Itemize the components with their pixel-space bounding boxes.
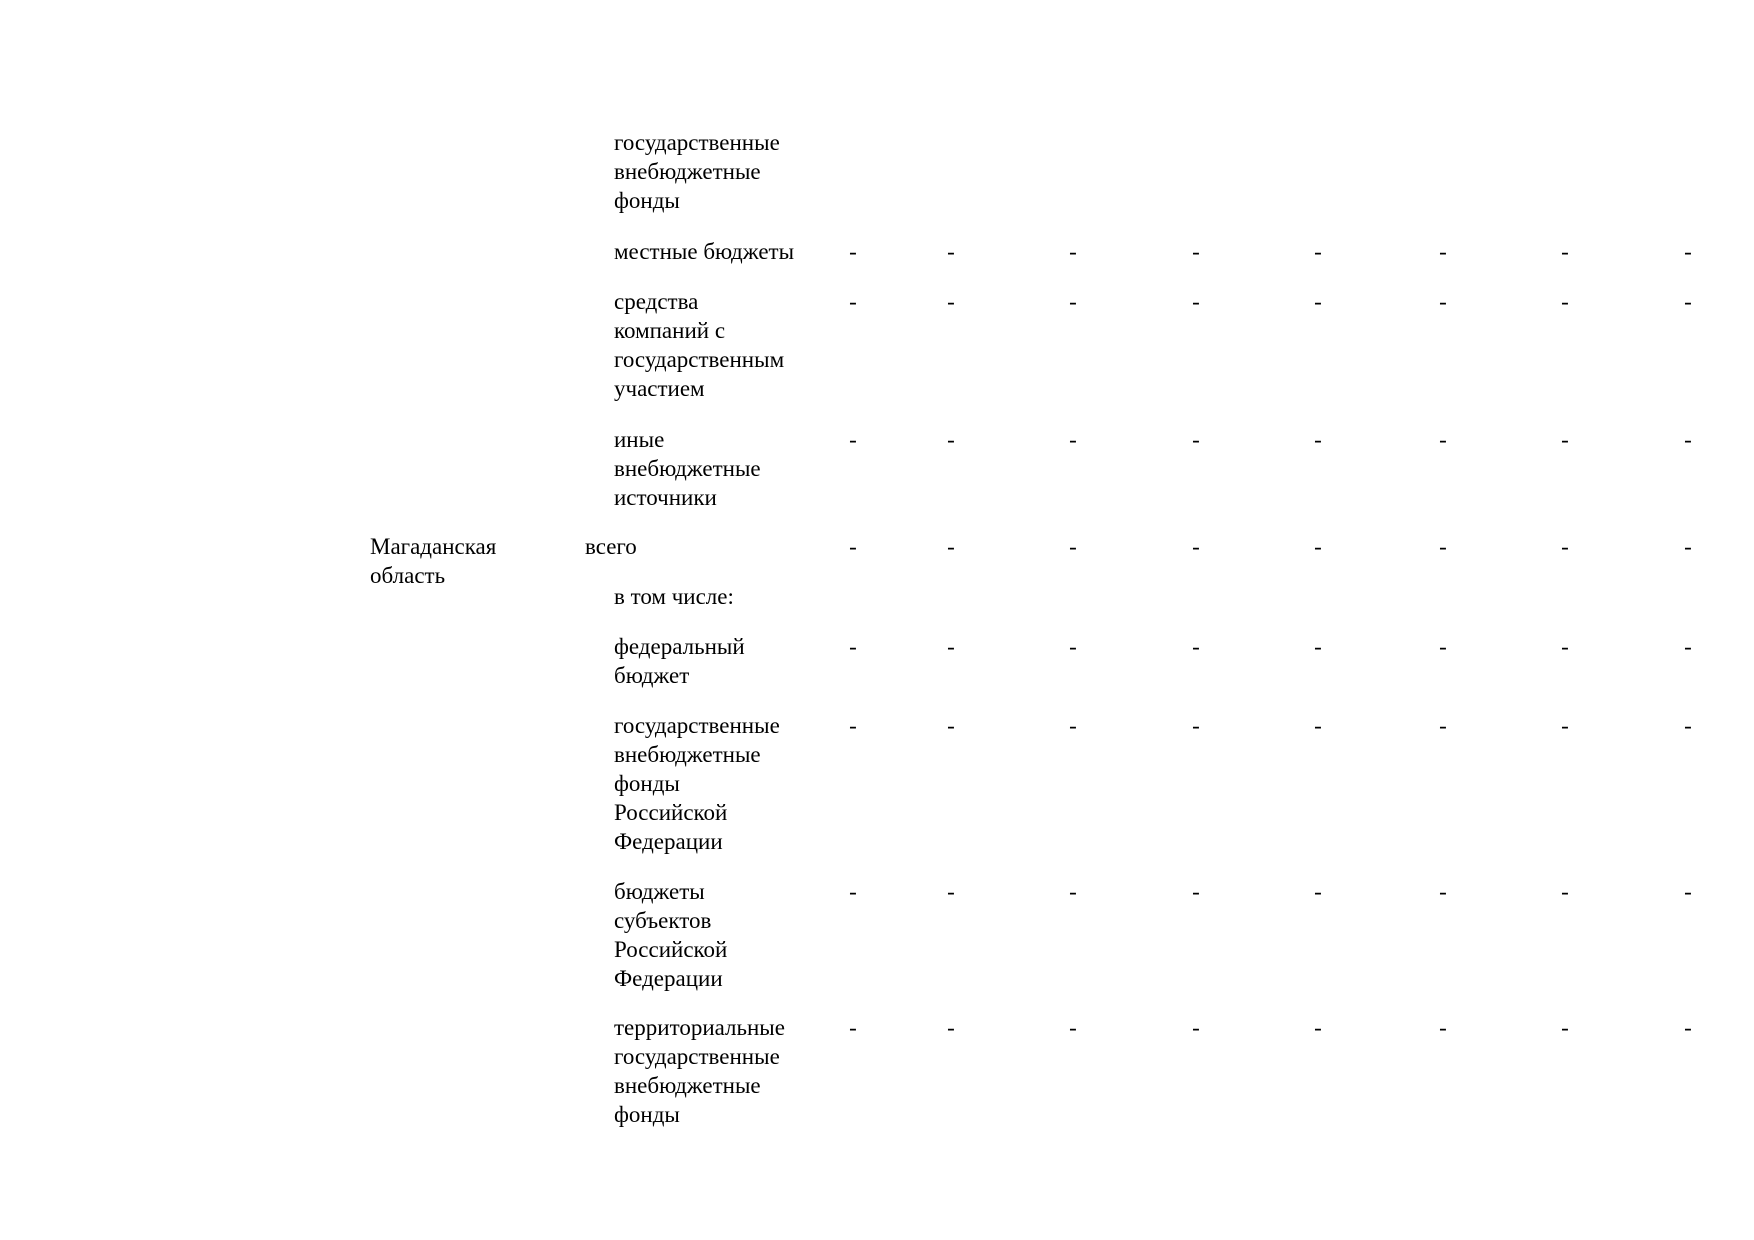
value-cell: -: [1192, 1015, 1200, 1040]
value-cell: -: [1684, 534, 1692, 559]
label-line: внебюджетные: [614, 1073, 761, 1098]
value-cell: -: [1314, 1015, 1322, 1040]
label-line: иные: [614, 427, 665, 452]
value-cell: -: [947, 879, 955, 904]
label-line: субъектов: [614, 908, 712, 933]
label-line: государственные: [614, 713, 780, 738]
value-cell: -: [849, 427, 857, 452]
value-cell: -: [1561, 713, 1569, 738]
value-cell: -: [1192, 239, 1200, 264]
value-cell: -: [1069, 713, 1077, 738]
value-cell: -: [1684, 427, 1692, 452]
value-cell: -: [947, 239, 955, 264]
label-line: Магаданская: [370, 534, 497, 559]
value-cell: -: [1069, 239, 1077, 264]
value-cell: -: [1192, 634, 1200, 659]
value-cell: -: [947, 634, 955, 659]
row-label: [614, 128, 780, 215]
value-cell: -: [1069, 634, 1077, 659]
value-cell: -: [1684, 239, 1692, 264]
label-line: средства: [614, 289, 699, 314]
value-cell: -: [1561, 289, 1569, 314]
row-label: [614, 1013, 785, 1129]
label-line: фонды: [614, 771, 680, 796]
value-cell: -: [947, 534, 955, 559]
value-cell: -: [1561, 427, 1569, 452]
value-cell: -: [1069, 534, 1077, 559]
value-cell: -: [1314, 427, 1322, 452]
row-label: [614, 237, 794, 266]
value-cell: -: [1439, 879, 1447, 904]
value-cell: -: [849, 879, 857, 904]
label-line: участием: [614, 376, 705, 401]
value-cell: -: [1069, 427, 1077, 452]
label-line: Российской: [614, 800, 728, 825]
value-cell: -: [1192, 289, 1200, 314]
value-cell: -: [849, 1015, 857, 1040]
label-line: бюджеты: [614, 879, 705, 904]
value-cell: -: [947, 1015, 955, 1040]
region-name: [370, 532, 496, 590]
row-label: [614, 711, 780, 856]
value-cell: -: [1561, 879, 1569, 904]
value-cell: -: [1684, 289, 1692, 314]
value-cell: -: [1314, 239, 1322, 264]
label-line: Федерации: [614, 966, 723, 991]
row-label: [614, 425, 761, 512]
label-line: государственные: [614, 1044, 780, 1069]
value-cell: -: [1192, 879, 1200, 904]
label-line: источники: [614, 485, 717, 510]
value-cell: -: [1314, 879, 1322, 904]
label-line: внебюджетные: [614, 159, 761, 184]
value-cell: -: [1439, 239, 1447, 264]
value-cell: -: [1684, 1015, 1692, 1040]
value-cell: -: [849, 634, 857, 659]
value-cell: -: [1561, 239, 1569, 264]
label-line: внебюджетные: [614, 742, 761, 767]
value-cell: -: [1439, 634, 1447, 659]
row-label: [614, 632, 745, 690]
label-line: государственные: [614, 130, 780, 155]
value-cell: -: [1192, 713, 1200, 738]
value-cell: -: [1314, 534, 1322, 559]
value-cell: -: [1192, 427, 1200, 452]
value-cell: -: [1069, 1015, 1077, 1040]
label-line: компаний с: [614, 318, 726, 343]
label-line: территориальные: [614, 1015, 785, 1040]
label-line: фонды: [614, 1102, 680, 1127]
value-cell: -: [849, 289, 857, 314]
value-cell: -: [1314, 713, 1322, 738]
value-cell: -: [1561, 534, 1569, 559]
value-cell: -: [1069, 879, 1077, 904]
value-cell: -: [1439, 534, 1447, 559]
value-cell: -: [849, 713, 857, 738]
label-line: местные бюджеты: [614, 239, 795, 264]
value-cell: -: [947, 713, 955, 738]
label-line: Федерации: [614, 829, 723, 854]
label-line: федеральный: [614, 634, 745, 659]
value-cell: -: [1561, 1015, 1569, 1040]
label-line: бюджет: [614, 663, 690, 688]
value-cell: -: [1439, 427, 1447, 452]
label-line: Российской: [614, 937, 728, 962]
value-cell: -: [947, 427, 955, 452]
label-line: внебюджетные: [614, 456, 761, 481]
row-label: [614, 877, 727, 993]
label-line: область: [370, 563, 446, 588]
value-cell: -: [1684, 634, 1692, 659]
value-cell: -: [947, 289, 955, 314]
row-label: [614, 287, 784, 403]
value-cell: -: [1069, 289, 1077, 314]
value-cell: -: [1439, 713, 1447, 738]
label-line: фонды: [614, 188, 680, 213]
value-cell: -: [1684, 879, 1692, 904]
value-cell: -: [1684, 713, 1692, 738]
value-cell: -: [1439, 1015, 1447, 1040]
value-cell: -: [1561, 634, 1569, 659]
label-line: государственным: [614, 347, 785, 372]
value-cell: -: [1314, 289, 1322, 314]
value-cell: -: [1439, 289, 1447, 314]
value-cell: -: [849, 239, 857, 264]
value-cell: -: [1314, 634, 1322, 659]
value-cell: -: [1192, 534, 1200, 559]
value-cell: -: [849, 534, 857, 559]
total-label: всего: [585, 534, 637, 559]
including-label: в том числе:: [614, 584, 734, 609]
